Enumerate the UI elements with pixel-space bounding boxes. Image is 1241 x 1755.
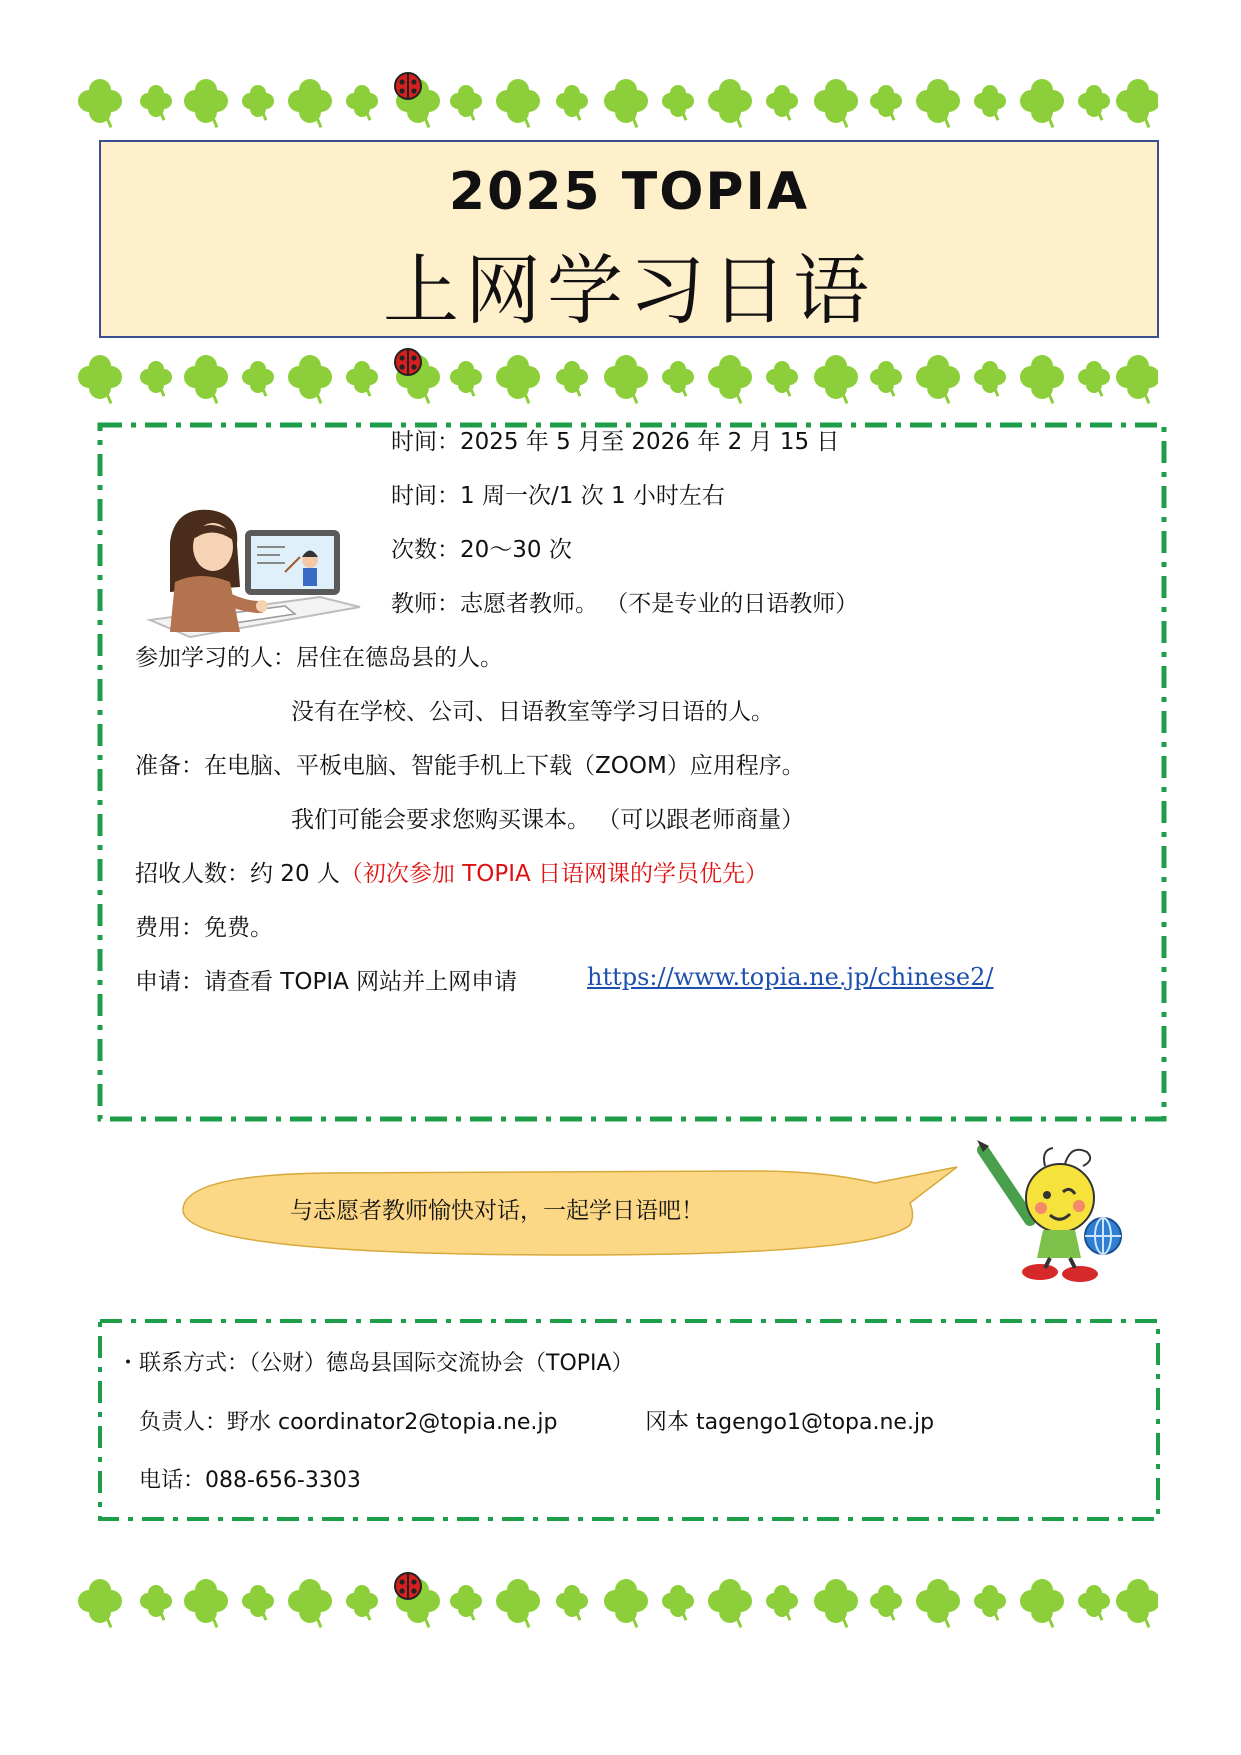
ladybug-icon xyxy=(395,1573,421,1599)
clover-icon xyxy=(604,79,648,127)
clover-icon xyxy=(1116,79,1158,127)
middle-clover-border xyxy=(78,346,1158,408)
contact-org-text: ・联系方式：（公财）德岛县国际交流协会（TOPIA） xyxy=(117,1351,634,1376)
clover-icon xyxy=(1020,1579,1064,1627)
clover-icon xyxy=(496,1579,540,1627)
clover-icon xyxy=(346,1585,378,1620)
contact-person1-text: 负责人：野水 coordinator2@topia.ne.jp xyxy=(139,1410,558,1435)
clover-icon xyxy=(140,361,172,396)
top-clover-border xyxy=(78,70,1158,132)
apply-text: 申请：请查看 TOPIA 网站并上网申请 xyxy=(135,969,518,995)
clover-icon xyxy=(604,1579,648,1627)
clover-icon xyxy=(814,1579,858,1627)
clover-icon xyxy=(916,1579,960,1627)
clover-icon xyxy=(1078,1585,1110,1620)
clover-icon xyxy=(870,85,902,120)
frequency-text: 时间：1 周一次/1 次 1 小时左右 xyxy=(391,483,725,509)
clover-icon xyxy=(708,355,752,403)
title-year: 2025 TOPIA xyxy=(448,162,810,222)
clover-icon xyxy=(916,79,960,127)
clover-border-icon xyxy=(78,346,1158,408)
mascot-pencil-globe-icon xyxy=(975,1140,1135,1290)
clover-icon xyxy=(766,1585,798,1620)
clover-border-icon xyxy=(78,1570,1158,1632)
clover-icon xyxy=(1020,355,1064,403)
clover-icon xyxy=(1116,355,1158,403)
ladybug-icon xyxy=(395,73,421,99)
clover-icon xyxy=(766,85,798,120)
clover-icon xyxy=(496,79,540,127)
clover-icon xyxy=(140,1585,172,1620)
clover-icon xyxy=(346,361,378,396)
bottom-clover-border xyxy=(78,1570,1158,1632)
clover-icon xyxy=(184,1579,228,1627)
ladybug-icon xyxy=(395,349,421,375)
clover-icon xyxy=(450,85,482,120)
eligible-text: 参加学习的人：居住在德岛县的人。 xyxy=(135,645,503,671)
clover-icon xyxy=(496,355,540,403)
title-box xyxy=(99,140,1159,338)
capacity-text: 招收人数：约 20 人 xyxy=(135,861,340,887)
clover-icon xyxy=(242,1585,274,1620)
clover-icon xyxy=(1078,85,1110,120)
clover-icon xyxy=(916,355,960,403)
period-text: 时间：2025 年 5 月至 2026 年 2 月 15 日 xyxy=(391,429,840,455)
clover-icon xyxy=(870,361,902,396)
clover-icon xyxy=(184,79,228,127)
clover-icon xyxy=(78,1579,122,1627)
clover-icon xyxy=(604,355,648,403)
priority-note: （初次参加 TOPIA 日语网课的学员优先） xyxy=(339,861,769,887)
capacity-line xyxy=(135,855,768,888)
girl-studying-online-icon xyxy=(145,502,365,662)
eligible-note-text: 没有在学校、公司、日语教室等学习日语的人。 xyxy=(291,699,774,725)
teacher-text: 教师：志愿者教师。 （不是专业的日语教师） xyxy=(391,591,859,617)
clover-icon xyxy=(708,1579,752,1627)
clover-icon xyxy=(556,85,588,120)
clover-icon xyxy=(662,85,694,120)
clover-icon xyxy=(974,361,1006,396)
prep-text: 准备：在电脑、平板电脑、智能手机上下载（ZOOM）应用程序。 xyxy=(135,753,805,779)
clover-icon xyxy=(140,85,172,120)
page-title: 上网学习日语 xyxy=(383,246,875,335)
clover-icon xyxy=(974,85,1006,120)
clover-icon xyxy=(662,361,694,396)
clover-icon xyxy=(78,79,122,127)
clover-icon xyxy=(78,355,122,403)
sessions-text: 次数：20～30 次 xyxy=(391,537,572,563)
clover-icon xyxy=(870,1585,902,1620)
clover-icon xyxy=(242,361,274,396)
clover-icon xyxy=(288,355,332,403)
bubble-text: 与志愿者教师愉快对话，一起学日语吧！ xyxy=(290,1198,704,1224)
clover-icon xyxy=(242,85,274,120)
clover-icon xyxy=(662,1585,694,1620)
clover-icon xyxy=(288,79,332,127)
prep-note-text: 我们可能会要求您购买课本。 （可以跟老师商量） xyxy=(291,807,805,833)
clover-icon xyxy=(450,1585,482,1620)
clover-border-icon xyxy=(78,70,1158,132)
contact-person2-text: 冈本 tagengo1@topa.ne.jp xyxy=(645,1410,935,1435)
clover-icon xyxy=(814,79,858,127)
clover-icon xyxy=(450,361,482,396)
clover-icon xyxy=(556,361,588,396)
clover-icon xyxy=(346,85,378,120)
clover-icon xyxy=(1116,1579,1158,1627)
clover-icon xyxy=(556,1585,588,1620)
info-box xyxy=(97,422,1167,1122)
clover-icon xyxy=(766,361,798,396)
contact-phone-text: 电话：088-656-3303 xyxy=(139,1468,361,1493)
clover-icon xyxy=(1078,361,1110,396)
clover-icon xyxy=(814,355,858,403)
clover-icon xyxy=(974,1585,1006,1620)
clover-icon xyxy=(184,355,228,403)
contact-box xyxy=(97,1318,1161,1522)
clover-icon xyxy=(1020,79,1064,127)
fee-text: 费用：免费。 xyxy=(135,915,273,941)
clover-icon xyxy=(288,1579,332,1627)
apply-link[interactable]: https://www.topia.ne.jp/chinese2/ xyxy=(587,963,994,991)
clover-icon xyxy=(708,79,752,127)
